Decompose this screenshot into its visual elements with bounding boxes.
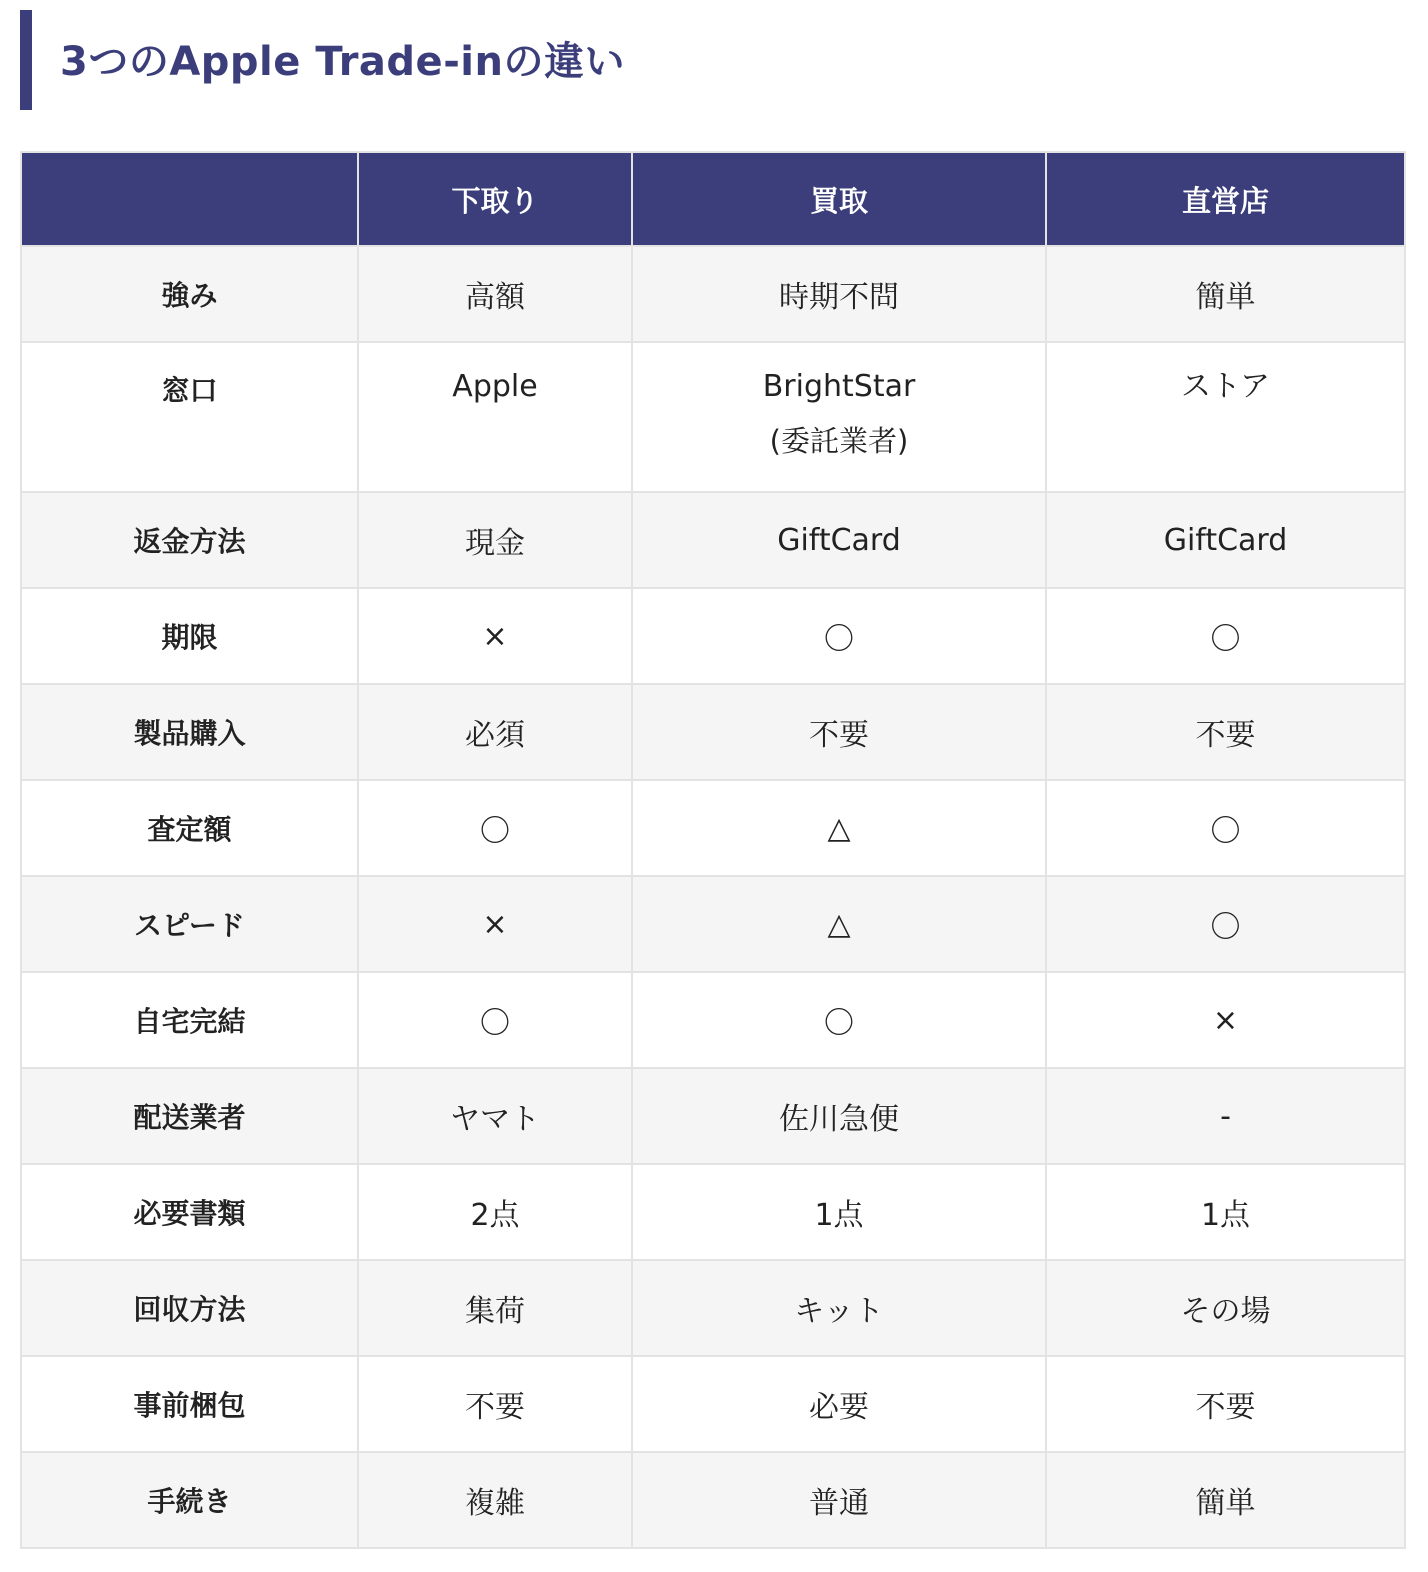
table-cell: GiftCard — [1046, 492, 1405, 588]
table-row — [21, 246, 1405, 342]
table-cell: × — [1046, 972, 1405, 1068]
row-label: 手続き — [21, 1452, 358, 1548]
table-cell — [632, 342, 1046, 492]
table-cell: 2点 — [358, 1164, 632, 1260]
table-cell: × — [358, 876, 632, 972]
table-cell: 〇 — [358, 972, 632, 1068]
row-label: 窓口 — [21, 342, 358, 492]
table-row — [21, 1164, 1405, 1260]
row-label: 回収方法 — [21, 1260, 358, 1356]
table-cell: △ — [632, 780, 1046, 876]
table-cell: × — [358, 588, 632, 684]
table-cell: 時期不問 — [632, 246, 1046, 342]
table-cell: 必要 — [632, 1356, 1046, 1452]
table-row — [21, 684, 1405, 780]
table-cell: 集荷 — [358, 1260, 632, 1356]
row-label: スピード — [21, 876, 358, 972]
row-label: 返金方法 — [21, 492, 358, 588]
table-row — [21, 876, 1405, 972]
header-kaitori: 買取 — [632, 152, 1046, 246]
table-cell: 〇 — [632, 588, 1046, 684]
table-cell: 高額 — [358, 246, 632, 342]
row-label: 事前梱包 — [21, 1356, 358, 1452]
table-cell: 〇 — [1046, 876, 1405, 972]
table-cell: 簡単 — [1046, 246, 1405, 342]
table-cell: ヤマト — [358, 1068, 632, 1164]
table-cell: 1点 — [632, 1164, 1046, 1260]
table-row — [21, 342, 1405, 492]
table-cell: 〇 — [358, 780, 632, 876]
table-cell: △ — [632, 876, 1046, 972]
table-row — [21, 972, 1405, 1068]
header-store: 直営店 — [1046, 152, 1405, 246]
section-heading — [20, 10, 1400, 110]
table-cell: 〇 — [1046, 588, 1405, 684]
table-row — [21, 588, 1405, 684]
cell-text: Apple — [452, 369, 538, 404]
table-cell: 不要 — [1046, 684, 1405, 780]
table-cell: 不要 — [358, 1356, 632, 1452]
header-shitadori: 下取り — [358, 152, 632, 246]
table-cell: 〇 — [1046, 780, 1405, 876]
row-label: 配送業者 — [21, 1068, 358, 1164]
row-label: 自宅完結 — [21, 972, 358, 1068]
table-row — [21, 492, 1405, 588]
row-label: 必要書類 — [21, 1164, 358, 1260]
row-label: 査定額 — [21, 780, 358, 876]
row-label: 製品購入 — [21, 684, 358, 780]
header-corner — [21, 152, 358, 246]
table-header-row — [21, 152, 1405, 246]
page-title: 3つのApple Trade-inの違い — [60, 38, 625, 85]
table-row — [21, 780, 1405, 876]
comparison-table — [20, 151, 1406, 1549]
table-row — [21, 1356, 1405, 1452]
table-cell: 1点 — [1046, 1164, 1405, 1260]
table-cell — [358, 342, 632, 492]
table-row — [21, 1452, 1405, 1548]
cell-note: (委託業者) — [769, 424, 909, 458]
table-cell: GiftCard — [632, 492, 1046, 588]
table-cell: 必須 — [358, 684, 632, 780]
table-cell: 〇 — [632, 972, 1046, 1068]
cell-text: BrightStar — [762, 369, 916, 404]
table-cell — [1046, 342, 1405, 492]
table-cell: 現金 — [358, 492, 632, 588]
table-cell: 佐川急便 — [632, 1068, 1046, 1164]
table-cell: キット — [632, 1260, 1046, 1356]
table-cell: 普通 — [632, 1452, 1046, 1548]
table-cell: 不要 — [632, 684, 1046, 780]
row-label: 強み — [21, 246, 358, 342]
table-cell: 複雑 — [358, 1452, 632, 1548]
table-cell: 不要 — [1046, 1356, 1405, 1452]
table-cell: - — [1046, 1068, 1405, 1164]
row-label: 期限 — [21, 588, 358, 684]
table-cell: その場 — [1046, 1260, 1405, 1356]
table-cell: 簡単 — [1046, 1452, 1405, 1548]
table-row — [21, 1260, 1405, 1356]
cell-text: ストア — [1180, 369, 1271, 404]
table-row — [21, 1068, 1405, 1164]
